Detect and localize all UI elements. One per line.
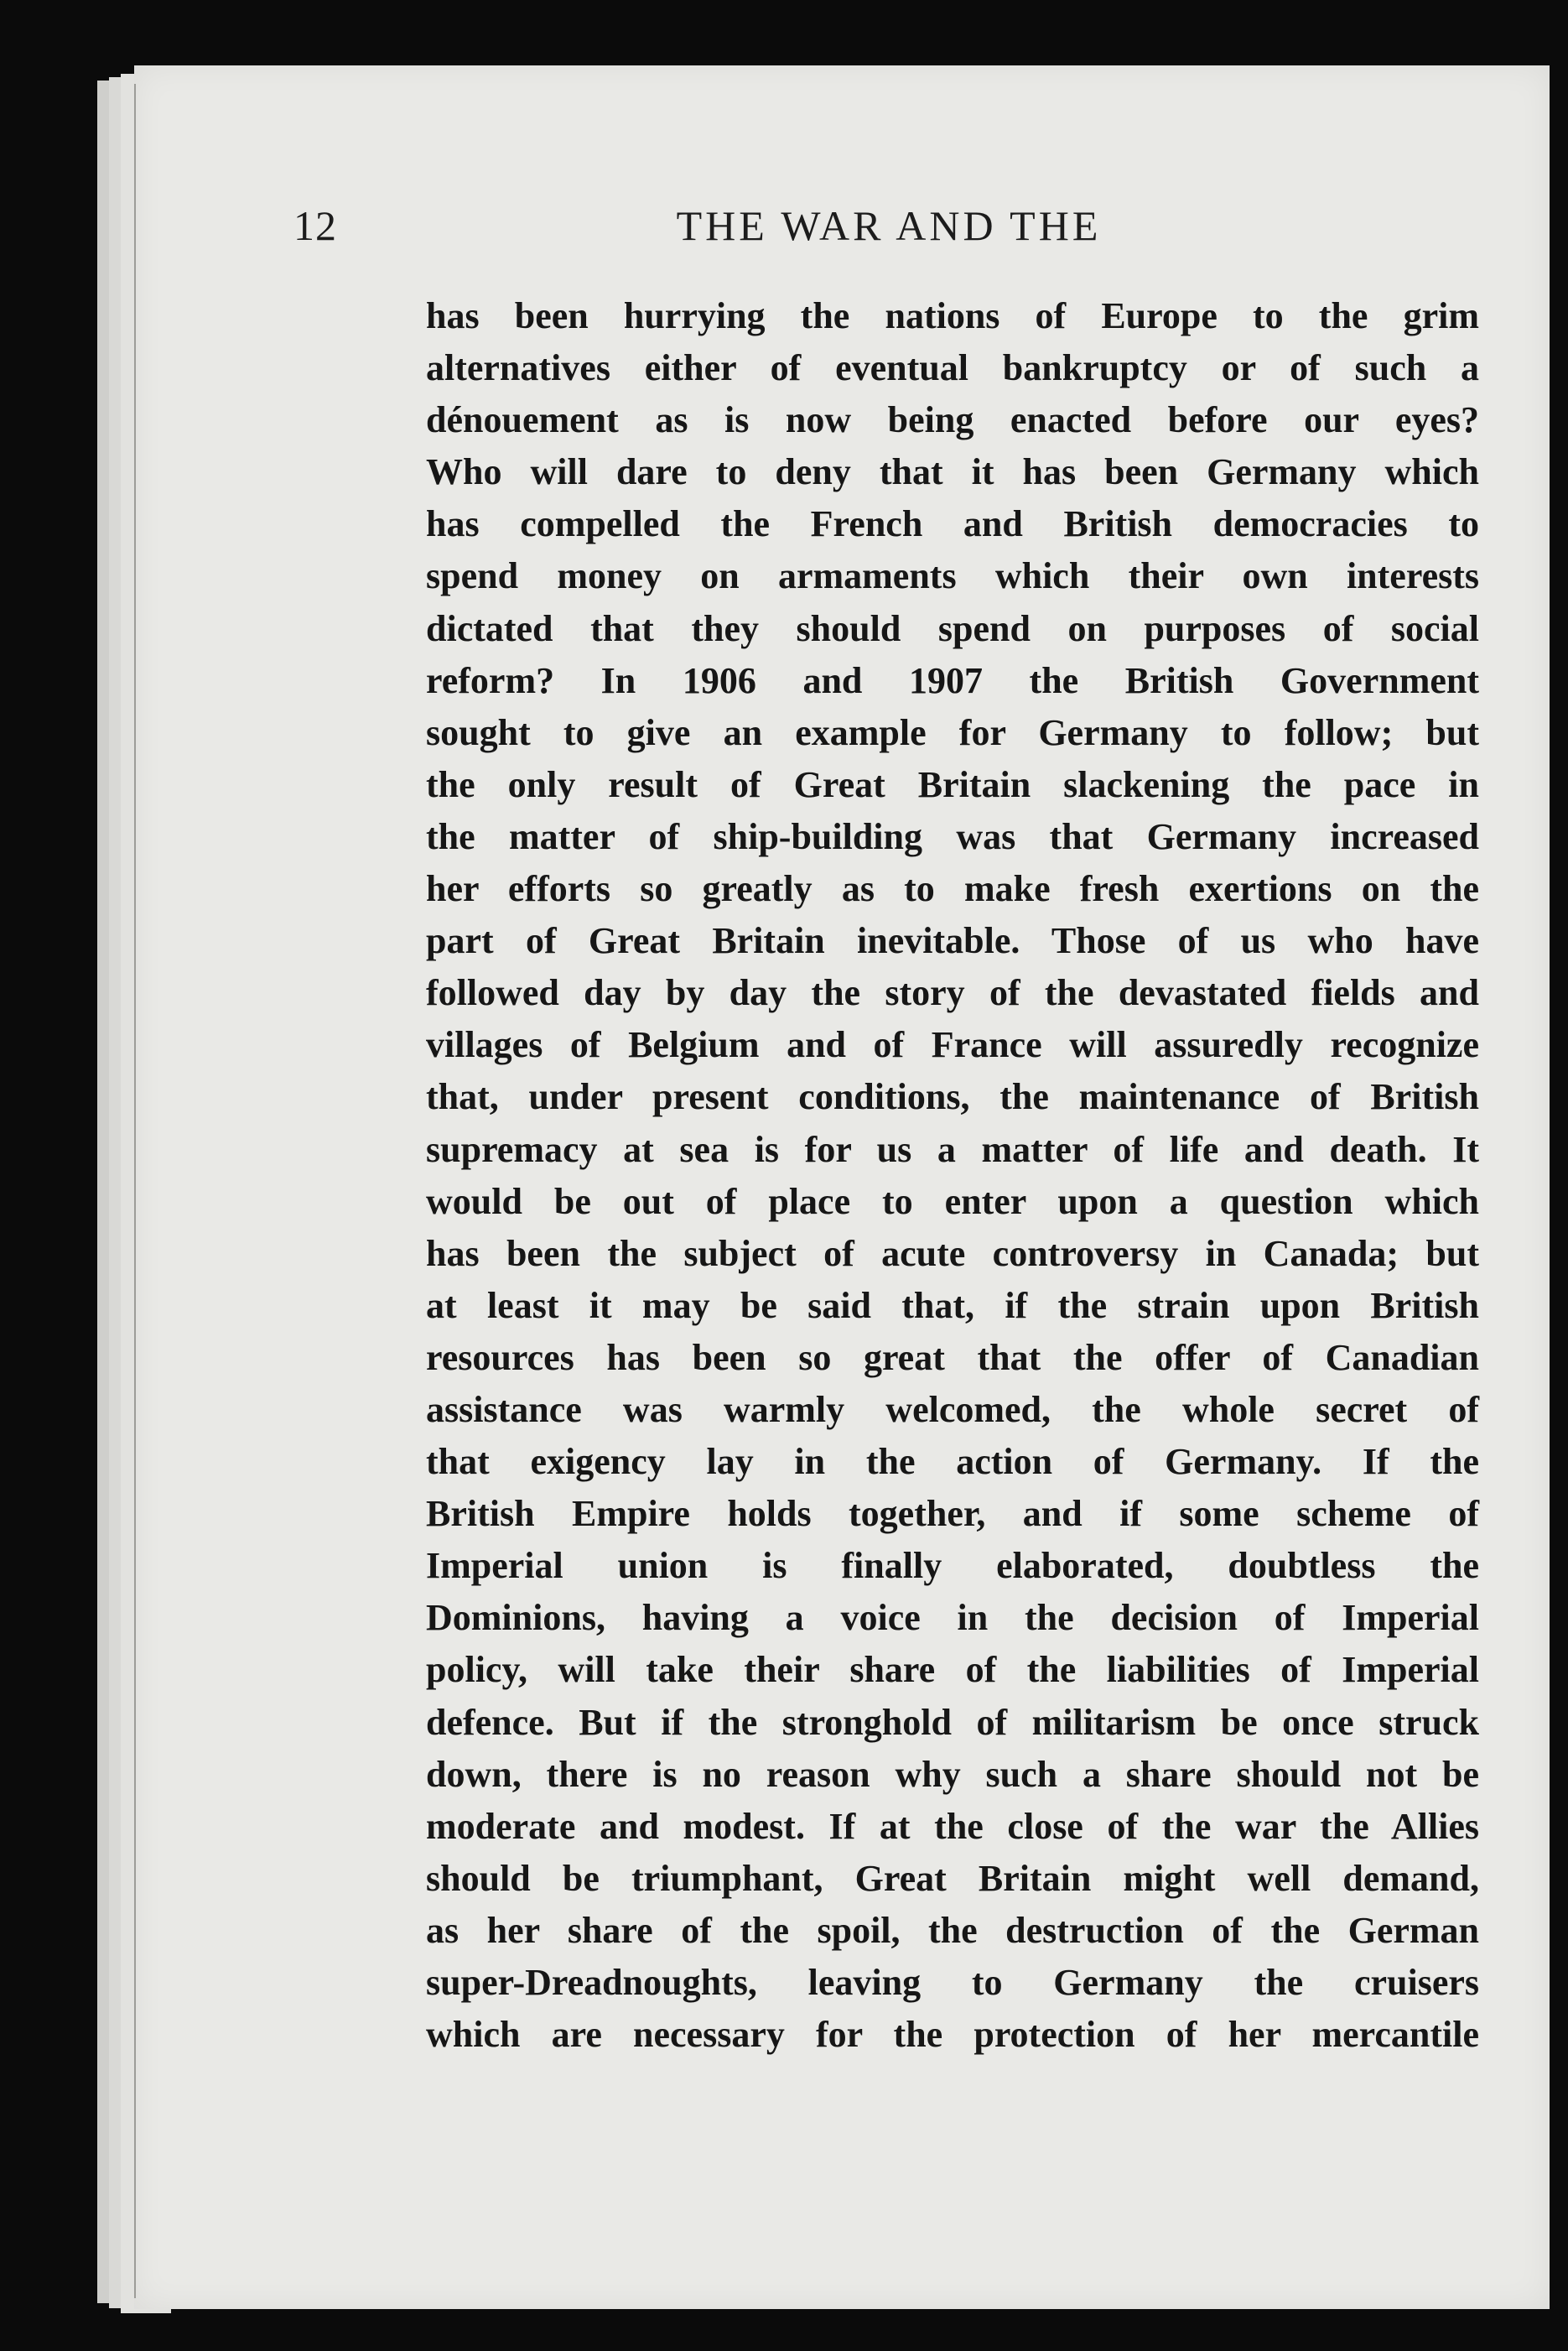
text-line: policy, will take their share of the liabilities of Imperial (426, 1649, 1479, 1691)
text-line: dénouement as is now being enacted before our eyes? (426, 399, 1479, 441)
text-line: resources has been so great that the offer of Canadian (426, 1336, 1479, 1378)
text-line: has been the subject of acute controversy in Canada; but (426, 1232, 1479, 1274)
text-line: Imperial union is finally elaborated, doubtless the (426, 1545, 1479, 1587)
text-line: reform? In 1906 and 1907 the British Government (426, 659, 1479, 701)
text-line: that exigency lay in the action of Germany. If the (426, 1441, 1479, 1483)
text-line: British Empire holds together, and if some scheme of (426, 1493, 1479, 1535)
text-line: part of Great Britain inevitable. Those of us who have (426, 920, 1479, 962)
page-number: 12 (293, 202, 337, 249)
text-line: would be out of place to enter upon a question which (426, 1180, 1479, 1222)
text-line: alternatives either of eventual bankruptcy or of such a (426, 347, 1479, 389)
text-line: has been hurrying the nations of Europe to the grim (426, 295, 1479, 336)
text-line: the only result of Great Britain slackening the pace in (426, 763, 1479, 805)
text-line: which are necessary for the protection of her mercantile (426, 2014, 1479, 2056)
text-line: as her share of the spoil, the destruction of the German (426, 1909, 1479, 1951)
text-line: should be triumphant, Great Britain might well demand, (426, 1857, 1479, 1899)
text-line: at least it may be said that, if the strain upon British (426, 1284, 1479, 1326)
text-line: sought to give an example for Germany to follow; but (426, 711, 1479, 753)
text-line: Who will dare to deny that it has been Germany which (426, 451, 1479, 493)
text-line: defence. But if the stronghold of militarism be once struck (426, 1701, 1479, 1743)
text-line: super-Dreadnoughts, leaving to Germany the cruisers (426, 1962, 1479, 2003)
running-head: THE WAR AND THE (676, 202, 1102, 249)
page-edge-line (134, 84, 136, 2298)
text-line: the matter of ship-building was that Germany increased (426, 815, 1479, 857)
text-line: supremacy at sea is for us a matter of life and death. It (426, 1128, 1479, 1170)
body-text (426, 290, 1479, 2061)
text-line: moderate and modest. If at the close of the war the Allies (426, 1805, 1479, 1847)
text-line: spend money on armaments which their own interests (426, 555, 1479, 597)
text-line: villages of Belgium and of France will assuredly recognize (426, 1024, 1479, 1066)
text-line: followed day by day the story of the devastated fields and (426, 972, 1479, 1014)
text-line: has compelled the French and British democracies to (426, 503, 1479, 545)
text-line: that, under present conditions, the maintenance of British (426, 1076, 1479, 1118)
text-line: dictated that they should spend on purposes of social (426, 607, 1479, 649)
text-line: her efforts so greatly as to make fresh exertions on the (426, 868, 1479, 910)
text-line: Dominions, having a voice in the decision of Imperial (426, 1597, 1479, 1639)
page-header (293, 201, 1484, 268)
text-line: assistance was warmly welcomed, the whole secret of (426, 1388, 1479, 1430)
text-line: down, there is no reason why such a share should not be (426, 1753, 1479, 1795)
